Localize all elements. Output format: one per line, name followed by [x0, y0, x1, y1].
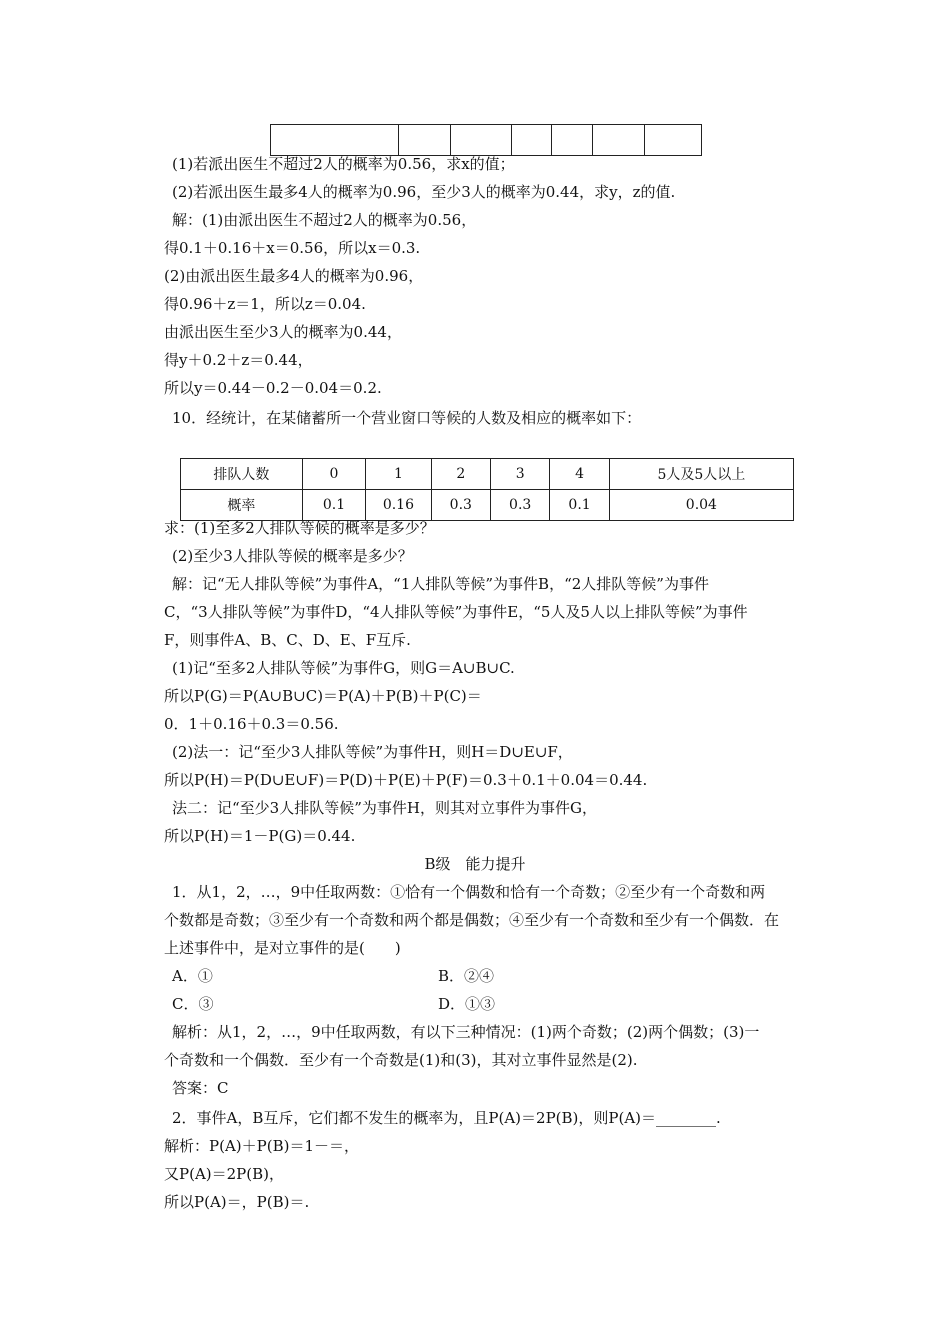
analysis-line: 解析：从1，2，…，9中任取两数，有以下三种情况：(1)两个奇数；(2)两个偶数；(3)一 — [172, 1023, 760, 1041]
table-cell — [511, 125, 552, 156]
text-line: (1)记“至多2人排队等候”为事件G，则G＝A∪B∪C. — [172, 659, 515, 677]
text-line: 所以P(H)＝1－P(G)＝0.44. — [164, 827, 356, 845]
text-line: 所以P(G)＝P(A∪B∪C)＝P(A)＋P(B)＋P(C)＝ — [164, 687, 482, 705]
table-header-cell: 排队人数 — [181, 459, 303, 490]
text-line: 法二：记“至少3人排队等候”为事件H，则其对立事件为事件G， — [172, 799, 597, 817]
text-line: (2)若派出医生最多4人的概率为0.96，至少3人的概率为0.44，求y，z的值. — [172, 183, 676, 201]
top-table — [270, 124, 702, 156]
text-line: 解：(1)由派出医生不超过2人的概率为0.56， — [172, 211, 477, 229]
option-c: C．③ — [172, 995, 214, 1013]
table-cell: 0.04 — [609, 490, 793, 521]
table-row — [181, 459, 794, 490]
text-line: (2)法一：记“至少3人排队等候”为事件H，则H＝D∪E∪F， — [172, 743, 573, 761]
option-d: D．①③ — [438, 995, 496, 1013]
answer-line: 答案：C — [172, 1079, 229, 1097]
table-cell: 概率 — [181, 490, 303, 521]
queue-table — [180, 458, 794, 521]
text-line: 所以P(H)＝P(D∪E∪F)＝P(D)＋P(E)＋P(F)＝0.3＋0.1＋0.04＝0.44. — [164, 771, 648, 789]
table-header-cell: 3 — [490, 459, 549, 490]
analysis-line: 解析：P(A)＋P(B)＝1－＝， — [164, 1137, 359, 1155]
text-line: C，“3人排队等候”为事件D，“4人排队等候”为事件E，“5人及5人以上排队等候”为事件 — [164, 603, 748, 621]
table-header-cell: 1 — [366, 459, 431, 490]
section-title: B级 能力提升 — [424, 855, 526, 873]
table-header-cell: 4 — [550, 459, 609, 490]
text-line: 解：记“无人排队等候”为事件A，“1人排队等候”为事件B，“2人排队等候”为事件 — [172, 575, 709, 593]
text-line: (1)若派出医生不超过2人的概率为0.56，求x的值； — [172, 155, 515, 173]
table-cell — [645, 125, 702, 156]
table-row — [181, 490, 794, 521]
table-cell — [271, 125, 399, 156]
option-b: B．②④ — [438, 967, 495, 985]
text-line: (2)至少3人排队等候的概率是多少？ — [172, 547, 413, 565]
question-1: 上述事件中，是对立事件的是( ) — [164, 939, 401, 957]
text-line: 得0.96＋z＝1，所以z＝0.04. — [164, 295, 366, 313]
text-line: 求：(1)至多2人排队等候的概率是多少？ — [164, 519, 435, 537]
text-line: 得y＋0.2＋z＝0.44， — [164, 351, 313, 369]
text-line: 得0.1＋0.16＋x＝0.56，所以x＝0.3. — [164, 239, 421, 257]
text-line: 0．1＋0.16＋0.3＝0.56. — [164, 715, 339, 733]
analysis-line: 所以P(A)＝，P(B)＝. — [164, 1193, 310, 1211]
analysis-line: 又P(A)＝2P(B)， — [164, 1165, 284, 1183]
table-cell — [451, 125, 511, 156]
question-2: 2．事件A，B互斥，它们都不发生的概率为，且P(A)＝2P(B)，则P(A)＝________. — [172, 1109, 721, 1127]
table-cell — [552, 125, 593, 156]
text-line: 所以y＝0.44－0.2－0.04＝0.2. — [164, 379, 382, 397]
table-header-cell: 5人及5人以上 — [609, 459, 793, 490]
table-cell: 0.1 — [302, 490, 365, 521]
table-cell: 0.3 — [431, 490, 490, 521]
question-1: 个数都是奇数；③至少有一个奇数和两个都是偶数；④至少有一个奇数和至少有一个偶数．在 — [164, 911, 780, 929]
table-cell: 0.16 — [366, 490, 431, 521]
analysis-line: 个奇数和一个偶数．至少有一个奇数是(1)和(3)，其对立事件显然是(2). — [164, 1051, 638, 1069]
table-header-cell: 2 — [431, 459, 490, 490]
table-cell — [592, 125, 645, 156]
text-line: F，则事件A、B、C、D、E、F互斥. — [164, 631, 411, 649]
text-line: 由派出医生至少3人的概率为0.44， — [164, 323, 402, 341]
question-10: 10．经统计，在某储蓄所一个营业窗口等候的人数及相应的概率如下： — [172, 409, 642, 427]
table-cell: 0.3 — [490, 490, 549, 521]
text-line: (2)由派出医生最多4人的概率为0.96， — [164, 267, 424, 285]
option-a: A．① — [172, 967, 213, 985]
question-1: 1．从1，2，…，9中任取两数：①恰有一个偶数和恰有一个奇数；②至少有一个奇数和两 — [172, 883, 766, 901]
table-cell — [398, 125, 451, 156]
table-header-cell: 0 — [302, 459, 365, 490]
table-row — [271, 125, 702, 156]
table-cell: 0.1 — [550, 490, 609, 521]
